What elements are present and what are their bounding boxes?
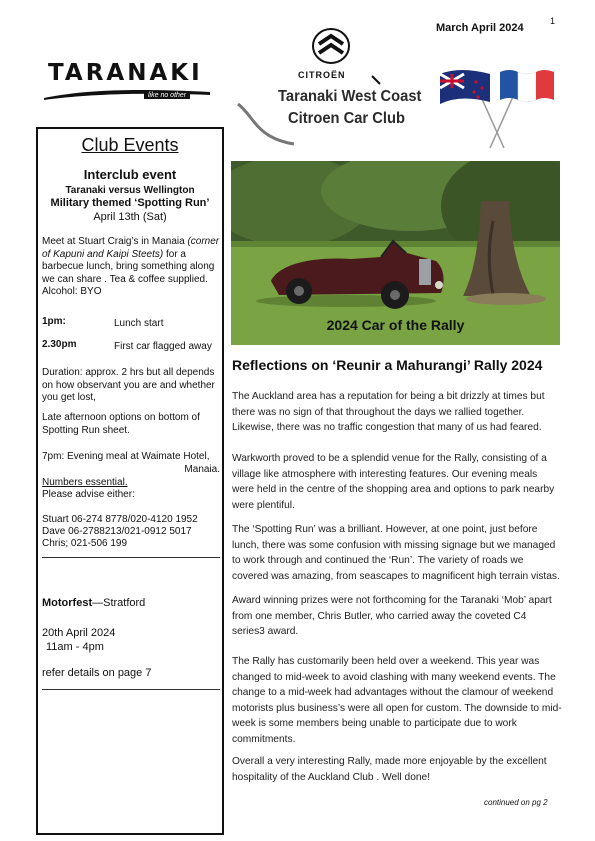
motorfest-date: 20th April 2024 <box>42 627 116 639</box>
numbers-essential: Numbers essential. <box>42 477 128 488</box>
article-paragraph-6: Overall a very interesting Rally, made more enjoyable by the excellent hospitality of the Auckland Club . Well done! <box>232 756 547 783</box>
schedule-activity-1: Lunch start <box>114 318 164 329</box>
interclub-title: Interclub event <box>83 167 177 182</box>
interclub-teams: Taranaki versus Wellington <box>65 185 195 196</box>
continued-note: continued on pg 2 <box>484 798 548 807</box>
photo-caption: 2024 Car of the Rally <box>326 317 465 333</box>
new-zealand-flag-icon <box>440 70 490 104</box>
late-afternoon-note: Late afternoon options on bottom of Spotting Run sheet. <box>42 412 200 436</box>
duration-note: Duration: approx. 2 hrs but all depends on how observant you are and whether you get lost, <box>42 367 215 403</box>
interclub-date: April 13th (Sat) <box>93 211 167 223</box>
article-paragraph-4: Award winning prizes were not forthcoming for the Taranaki ‘Mob’ apart from one member, Chris Butler, who carried away the coveted C4 series3 award. <box>232 595 552 637</box>
motorfest-heading: Motorfest—Stratford <box>42 597 146 609</box>
article-paragraph-3: The ‘Spotting Run’ was a brilliant. However, at one point, just before lunch, there was some confusion with missing signage but we managed to work through and continued the ‘Run’. The variety of roads we covered was amazing, from seascapes to magnificent high terrain vistas. <box>232 524 560 582</box>
club-name-line1: Taranaki West Coast <box>278 88 422 105</box>
citroen-wordmark: CITROËN <box>298 70 346 80</box>
crossed-flags <box>438 60 556 150</box>
advise-note: Please advise either: <box>42 489 135 500</box>
motorfest-time: 11am - 4pm <box>46 641 104 653</box>
france-flag-icon <box>500 70 554 102</box>
taranaki-logo <box>42 60 212 104</box>
taranaki-logo-tagline: like no other <box>144 92 190 99</box>
contact-dave: Dave 06-2788213/021-0912 5017 <box>42 526 192 537</box>
contact-stuart: Stuart 06-274 8778/020-4120 1952 <box>42 514 198 525</box>
article-title: Reflections on ‘Reunir a Mahurangi’ Rally 2024 <box>232 357 543 373</box>
club-events-title: Club Events <box>81 135 179 155</box>
car-of-the-rally-photo <box>231 161 560 345</box>
contact-chris: Chris; 021-506 199 <box>42 538 128 549</box>
schedule-time-1: 1pm: <box>42 316 66 327</box>
schedule-time-2: 2.30pm <box>42 339 77 350</box>
article-paragraph-1: The Auckland area has a reputation for being a bit drizzly at times but there was no sign of that throughout the days we rallied together. Likewise, there was no traffic congestion that many of us had feared. <box>232 391 545 433</box>
divider <box>42 557 220 558</box>
article-paragraph-5: The Rally has customarily been held over a weekend. This year was changed to mid-week to avoid clashing with many weekend events. The change to a mid-week had advantages without the clamour of weekend motorists plus business’s were all open for custom. The downside to mid-week is some members being unable to participate due to work commitments. <box>232 656 562 745</box>
club-logo <box>234 26 444 154</box>
issue-date: March April 2024 <box>436 22 524 34</box>
club-name-line2: Citroen Car Club <box>288 110 405 127</box>
schedule-activity-2: First car flagged away <box>114 341 212 352</box>
motorfest-refer: refer details on page 7 <box>42 667 152 679</box>
divider <box>42 689 220 690</box>
evening-meal-place: Manaia. <box>184 464 220 475</box>
club-events-box <box>36 127 224 835</box>
taranaki-logo-word: TARANAKI <box>48 60 203 86</box>
article-paragraph-2: Warkworth proved to be a splendid venue for the Rally, consisting of a village like atmosphere with interesting features. Our evening meals were held in the centre of the shopping area and options to park nearby were plentiful. <box>232 453 555 511</box>
interclub-theme: Military themed ‘Spotting Run’ <box>50 197 210 209</box>
page-number: 1 <box>550 16 556 26</box>
evening-meal: 7pm: Evening meal at Waimate Hotel, <box>42 451 210 462</box>
meet-details: Meet at Stuart Craig’s in Manaia (corner of Kapuni and Kaipi Steets) for a barbecue lunch, bring something along we can share . Tea & coffee supplied. Alcohol: BYO <box>42 236 220 297</box>
